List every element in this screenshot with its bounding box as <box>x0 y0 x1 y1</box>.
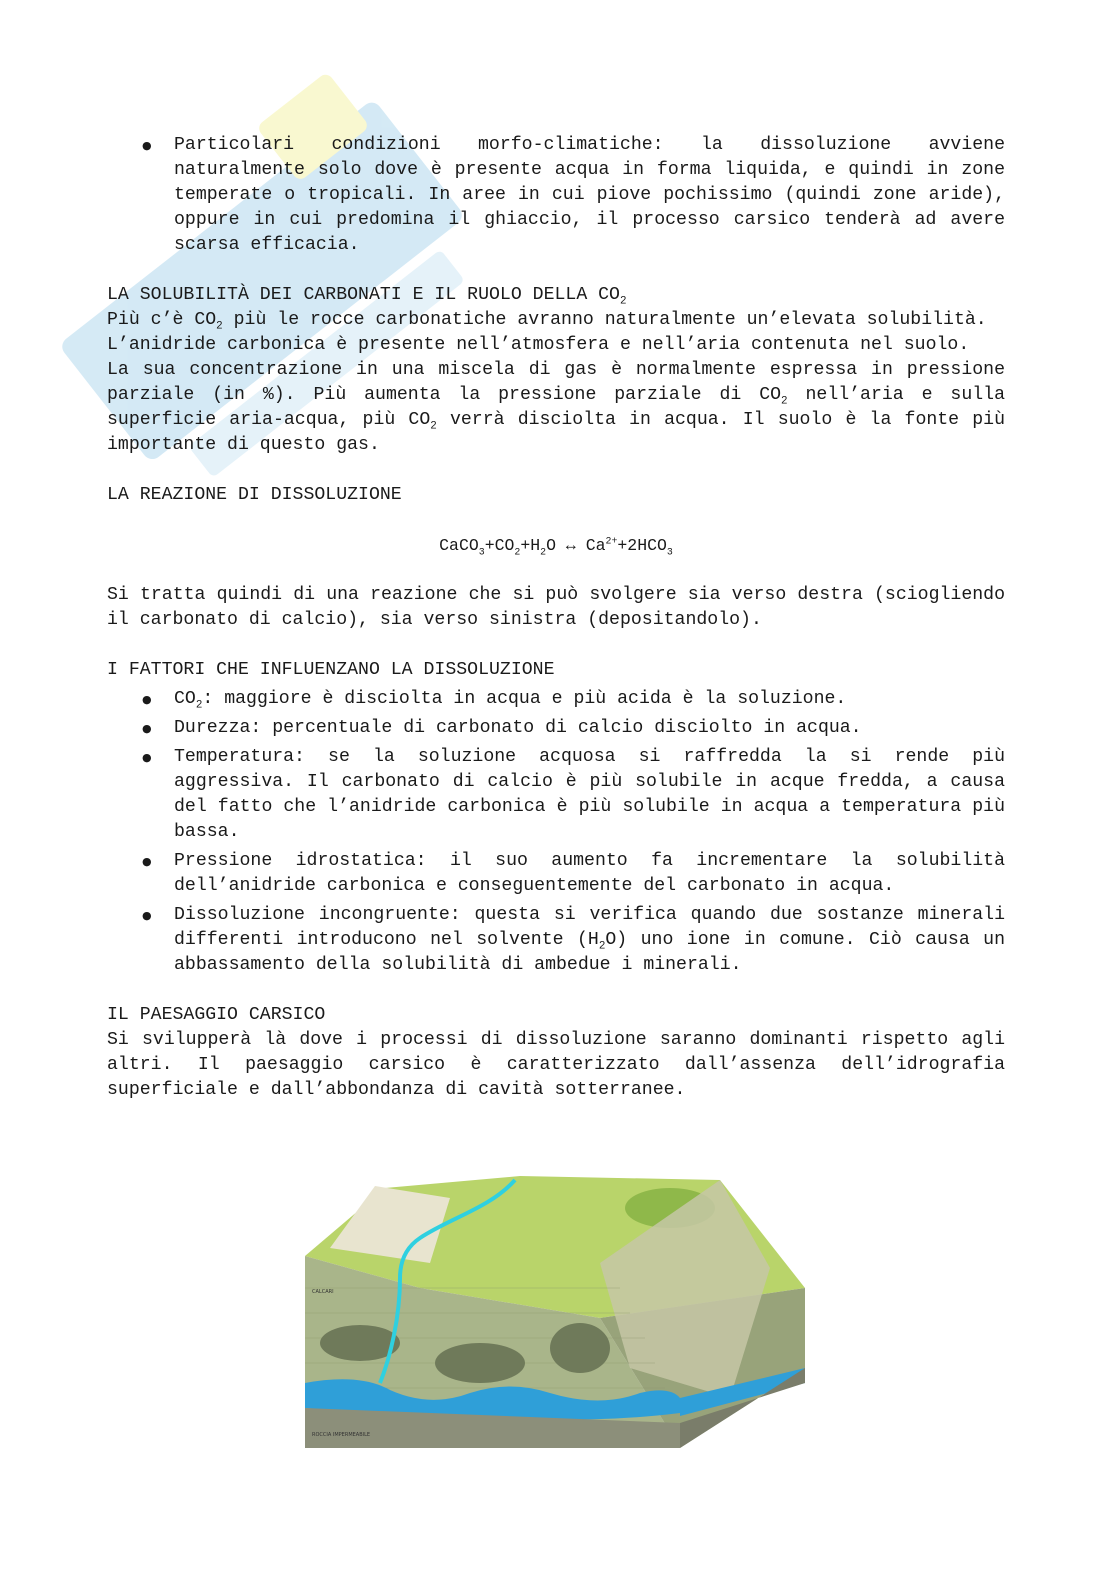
subscript: 2 <box>514 546 521 558</box>
text: La sua concentrazione in una miscela di gas è normalmente espressa in pressione parziale (in %). Più aumenta la pressione parziale di CO <box>107 360 1005 405</box>
paragraph: L’anidride carbonica è presente nell’atmosfera e nell’aria contenuta nel suolo. <box>107 335 970 355</box>
eq-part: +CO <box>484 536 515 555</box>
text: CO <box>174 689 196 709</box>
list-item <box>174 687 1005 712</box>
intro-bullet-list <box>107 133 1005 258</box>
label-roccia-impermeabile: ROCCIA IMPERMEABILE <box>312 1432 371 1438</box>
section-heading-reazione: LA REAZIONE DI DISSOLUZIONE <box>107 485 402 505</box>
text: Più c’è CO <box>107 310 217 330</box>
bullet-text: Particolari condizioni morfo-climatiche: la dissoluzione avviene naturalmente solo dove è presente acqua in forma liquida, e quindi in zone temperate o tropicali. In aree in cui piove pochissimo (quindi zone aride), oppure in cui predomina il ghiaccio, il processo carsico tenderà ad avere scarsa efficacia. <box>174 135 1005 255</box>
paragraph: Si svilupperà là dove i processi di dissoluzione saranno dominanti rispetto agli altri. Il paesaggio carsico è caratterizzato dall’assenza dell’idrografia superficiale e dall’abbondanza di cavità sotterranee. <box>107 1030 1005 1100</box>
cave <box>550 1323 610 1373</box>
eq-part: +H <box>520 536 541 555</box>
factors-list <box>107 687 1005 978</box>
list-item <box>174 903 1005 978</box>
label-calcari: CALCARI <box>312 1289 334 1295</box>
list-item <box>174 133 1005 258</box>
list-item: ● Temperatura: se la soluzione acquosa si raffredda la si rende più aggressiva. Il carbonato di calcio è più solubile in acque fredda, a causa del fatto che l’anidride carbonica è più solubile in acqua a temperatura più bassa. <box>174 745 1005 845</box>
subscript: 2 <box>619 295 627 308</box>
eq-part: CaCO <box>439 536 479 555</box>
text: più le rocce carbonatiche avranno naturalmente un’elevata solubilità. <box>222 310 987 330</box>
text: Dissoluzione incongruente: questa si verifica quando due sostanze minerali differenti introducono nel solvente (H <box>174 905 1005 950</box>
list-item: ● Durezza: percentuale di carbonato di calcio disciolto in acqua. <box>174 716 1005 741</box>
paragraph <box>107 308 1005 333</box>
karst-landscape-illustration <box>300 1168 810 1452</box>
eq-part: O ↔ Ca <box>546 536 606 555</box>
superscript: 2+ <box>605 535 618 547</box>
subscript: 3 <box>478 546 485 558</box>
paragraph <box>107 358 1005 458</box>
text: verrà disciolta in acqua. Il suolo è la fonte più importante di questo gas. <box>107 410 1006 455</box>
section-heading-paesaggio: IL PAESAGGIO CARSICO <box>107 1005 326 1025</box>
document-body <box>107 133 1005 1103</box>
subscript: 2 <box>430 420 437 433</box>
subscript: 2 <box>195 699 203 712</box>
paragraph: Si tratta quindi di una reazione che si può svolgere sia verso destra (sciogliendo il carbonato di calcio), sia verso sinistra (depositandolo). <box>107 585 1005 630</box>
list-item: ● Pressione idrostatica: il suo aumento fa incrementare la solubilità dell’anidride carbonica e conseguentemente del carbonato in acqua. <box>174 849 1005 899</box>
text: : maggiore è disciolta in acqua e più acida è la soluzione. <box>202 689 847 709</box>
chemical-equation <box>107 533 1005 558</box>
subscript: 3 <box>666 546 673 558</box>
section-heading-fattori: I FATTORI CHE INFLUENZANO LA DISSOLUZIONE <box>107 660 555 680</box>
subscript: 2 <box>598 940 606 953</box>
subscript: 2 <box>216 320 223 333</box>
cave <box>435 1343 525 1383</box>
subscript: 2 <box>781 395 788 408</box>
subscript: 2 <box>540 546 547 558</box>
heading-text: LA SOLUBILITÀ DEI CARBONATI E IL RUOLO DELLA CO <box>107 285 620 305</box>
eq-part: +2HCO <box>617 536 667 555</box>
text: O) uno ione in comune. Ciò causa un abbassamento della solubilità di ambedue i minerali. <box>174 930 1006 975</box>
section-heading-solubilita <box>107 283 1005 308</box>
text: nell’aria e sulla superficie aria-acqua, più CO <box>107 385 1005 430</box>
